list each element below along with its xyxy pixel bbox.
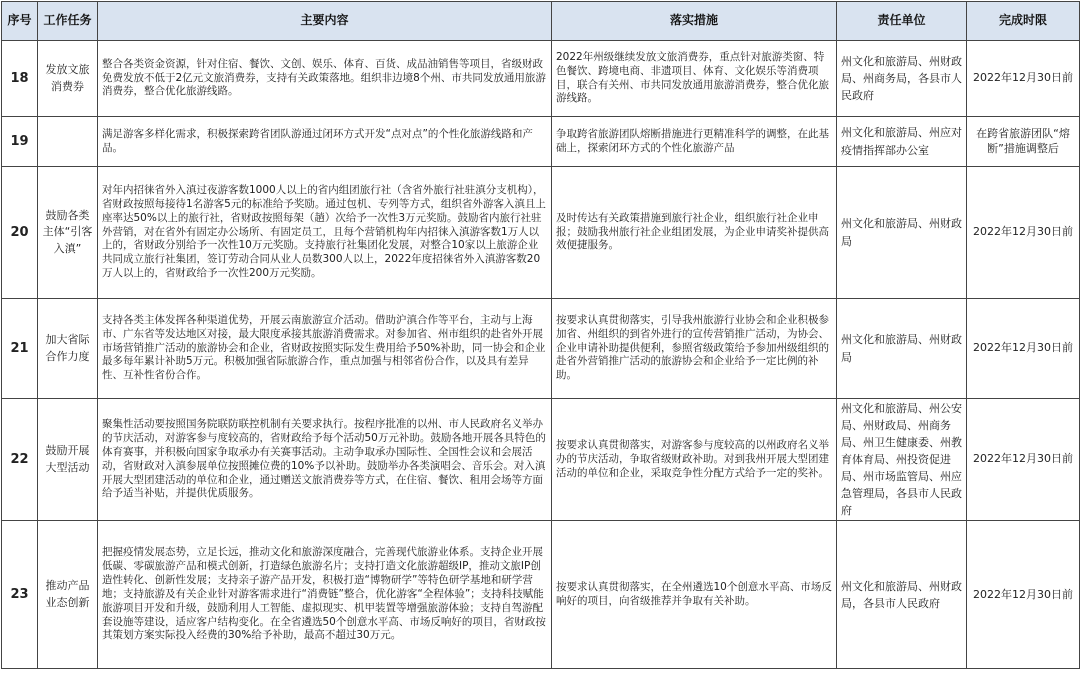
header-content: 主要内容 xyxy=(98,2,552,41)
row-number: 18 xyxy=(2,41,38,117)
table-row xyxy=(2,299,1080,399)
row-measures: 按要求认真贯彻落实，在全州遴选10个创意水平高、市场反响好的项目，向省级推荐并争取有关补助。 xyxy=(552,521,837,669)
row-number: 23 xyxy=(2,521,38,669)
row-deadline: 2022年12月30日前 xyxy=(967,41,1080,117)
row-task: 鼓励各类主体“引客入滇” xyxy=(38,167,98,299)
row-task: 加大省际合作力度 xyxy=(38,299,98,399)
row-measures: 争取跨省旅游团队熔断措施进行更精准科学的调整，在此基础上，探索闭环方式的个性化旅游产品 xyxy=(552,117,837,167)
row-deadline: 2022年12月30日前 xyxy=(967,399,1080,521)
table-row xyxy=(2,399,1080,521)
row-task: 推动产品业态创新 xyxy=(38,521,98,669)
row-content: 对年内招徕省外入滇过夜游客数1000人以上的省内组团旅行社（含省外旅行社驻滇分支机构），省财政按照每接待1名游客5元的标准给予奖励。通过包机、专列等方式，组织省外游客入滇且上座率达50%以上的旅行社，省财政按照每架（趟）次给予一次性3万元奖励。鼓励省内旅行社驻外营销，对在省外有固定办公场所、有固定员工，且每个营销机构年内招徕入滇游客数1万人以上的，省财政分别给予一次性10万元奖励。支持旅行社集团化发展，对整合10家以上旅游企业共同成立旅行社集团，签订劳动合同从业人员数300人以上，2022年度招徕省外入滇游客数20万人以上的，省财政给予一次性200万元奖励。 xyxy=(98,167,552,299)
row-deadline: 2022年12月30日前 xyxy=(967,299,1080,399)
header-task: 工作任务 xyxy=(38,2,98,41)
row-content: 满足游客多样化需求，积极探索跨省团队游通过闭环方式开发“点对点”的个性化旅游线路和产品。 xyxy=(98,117,552,167)
row-unit: 州文化和旅游局、州财政局、州商务局，各县市人民政府 xyxy=(837,41,967,117)
row-deadline: 2022年12月30日前 xyxy=(967,167,1080,299)
row-deadline: 在跨省旅游团队“熔断”措施调整后 xyxy=(967,117,1080,167)
row-measures: 2022年州级继续发放文旅消费券，重点针对旅游类窗、特色餐饮、跨境电商、非遗项目、体育、文化娱乐等消费项目，联合有关州、市共同发放通用旅游消费券，整合优化旅游线路。 xyxy=(552,41,837,117)
header-unit: 责任单位 xyxy=(837,2,967,41)
row-measures: 按要求认真贯彻落实，引导我州旅游行业协会和企业积极参加省、州组织的到省外进行的宣传营销推广活动，为协会、企业申请补助提供便利，参照省级政策给予参加州级组织的赴省外营销推广活动的旅游协会和企业给予一定比例的补助。 xyxy=(552,299,837,399)
row-unit: 州文化和旅游局、州应对疫情指挥部办公室 xyxy=(837,117,967,167)
row-unit: 州文化和旅游局、州财政局 xyxy=(837,167,967,299)
row-number: 22 xyxy=(2,399,38,521)
row-content: 把握疫情发展态势，立足长远，推动文化和旅游深度融合，完善现代旅游业体系。支持企业开展低碳、零碳旅游产品和模式创新，打造绿色旅游名片；支持打造文化旅游超级IP，推动文旅IP创造性转化、创新性发展；支持亲子游产品开发，积极打造“博物研学”等特色研学基地和研学营地；支持旅游及有关企业针对游客需求进行“消费链”整合，优化游客“全程体验”；支持科技赋能旅游项目开发和升级，鼓励利用人工智能、虚拟现实、机甲装置等增强旅游体验；支持自驾游配套设施等建设，适应客户结构变化。在全省遴选50个创意水平高、市场反响好的项目，省财政按其策划方案实际投入经费的30%给予补助，最高不超过30万元。 xyxy=(98,521,552,669)
row-deadline: 2022年12月30日前 xyxy=(967,521,1080,669)
row-measures: 按要求认真贯彻落实，对游客参与度较高的以州政府名义举办的节庆活动，争取省级财政补助。对到我州开展大型团建活动的单位和企业，采取竞争性分配方式给予一定的奖补。 xyxy=(552,399,837,521)
policy-table xyxy=(1,1,1080,669)
row-unit: 州文化和旅游局、州财政局，各县市人民政府 xyxy=(837,521,967,669)
table-row xyxy=(2,521,1080,669)
row-unit: 州文化和旅游局、州财政局 xyxy=(837,299,967,399)
header-deadline: 完成时限 xyxy=(967,2,1080,41)
row-number: 20 xyxy=(2,167,38,299)
row-unit: 州文化和旅游局、州公安局、州财政局、州商务局、州卫生健康委、州教育体育局、州投资促进局、州市场监管局、州应急管理局，各县市人民政府 xyxy=(837,399,967,521)
table-row xyxy=(2,117,1080,167)
row-task: 发放文旅消费券 xyxy=(38,41,98,117)
header-no: 序号 xyxy=(2,2,38,41)
row-measures: 及时传达有关政策措施到旅行社企业，组织旅行社企业申报；鼓励我州旅行社企业组团发展，为企业申请奖补提供高效便捷服务。 xyxy=(552,167,837,299)
row-task: 鼓励开展大型活动 xyxy=(38,399,98,521)
header-measures: 落实措施 xyxy=(552,2,837,41)
row-content: 支持各类主体发挥各种渠道优势，开展云南旅游宣介活动。借助沪滇合作等平台，主动与上海市、广东省等发达地区对接，最大限度承接其旅游消费需求。对参加省、州市组织的赴省外开展市场营销推广活动的旅游协会和企业，省财政按照实际发生费用给予50%补助，同一协会和企业最多每年累计补助5万元。积极加强省际旅游合作，重点加强与相邻省份合作，以及具有差异性、互补性省份合作。 xyxy=(98,299,552,399)
row-content: 聚集性活动要按照国务院联防联控机制有关要求执行。按程序批准的以州、市人民政府名义举办的节庆活动，对游客参与度较高的，省财政给予每个活动50万元补助。鼓励各地开展各具特色的体育赛事，并积极向国家争取承办有关赛事活动。主动争取承办国际性、全国性会议和会展活动，省财政对入滇参展单位按照摊位费的10%予以补助。鼓励举办各类演唱会、音乐会。对入滇开展大型团建活动的单位和企业，通过赠送文旅消费券等方式，在住宿、餐饮、租用会场等方面给予适当补贴，并提供优质服务。 xyxy=(98,399,552,521)
table-header-row xyxy=(2,2,1080,41)
row-task xyxy=(38,117,98,167)
row-number: 21 xyxy=(2,299,38,399)
table-row xyxy=(2,41,1080,117)
row-number: 19 xyxy=(2,117,38,167)
table-row xyxy=(2,167,1080,299)
row-content: 整合各类资金资源，针对住宿、餐饮、文创、娱乐、体育、百货、成品油销售等项目，省级财政免费发放不低于2亿元文旅消费券，支持有关政策落地。组织非边境8个州、市共同发放通用旅游消费券，整合优化旅游线路。 xyxy=(98,41,552,117)
